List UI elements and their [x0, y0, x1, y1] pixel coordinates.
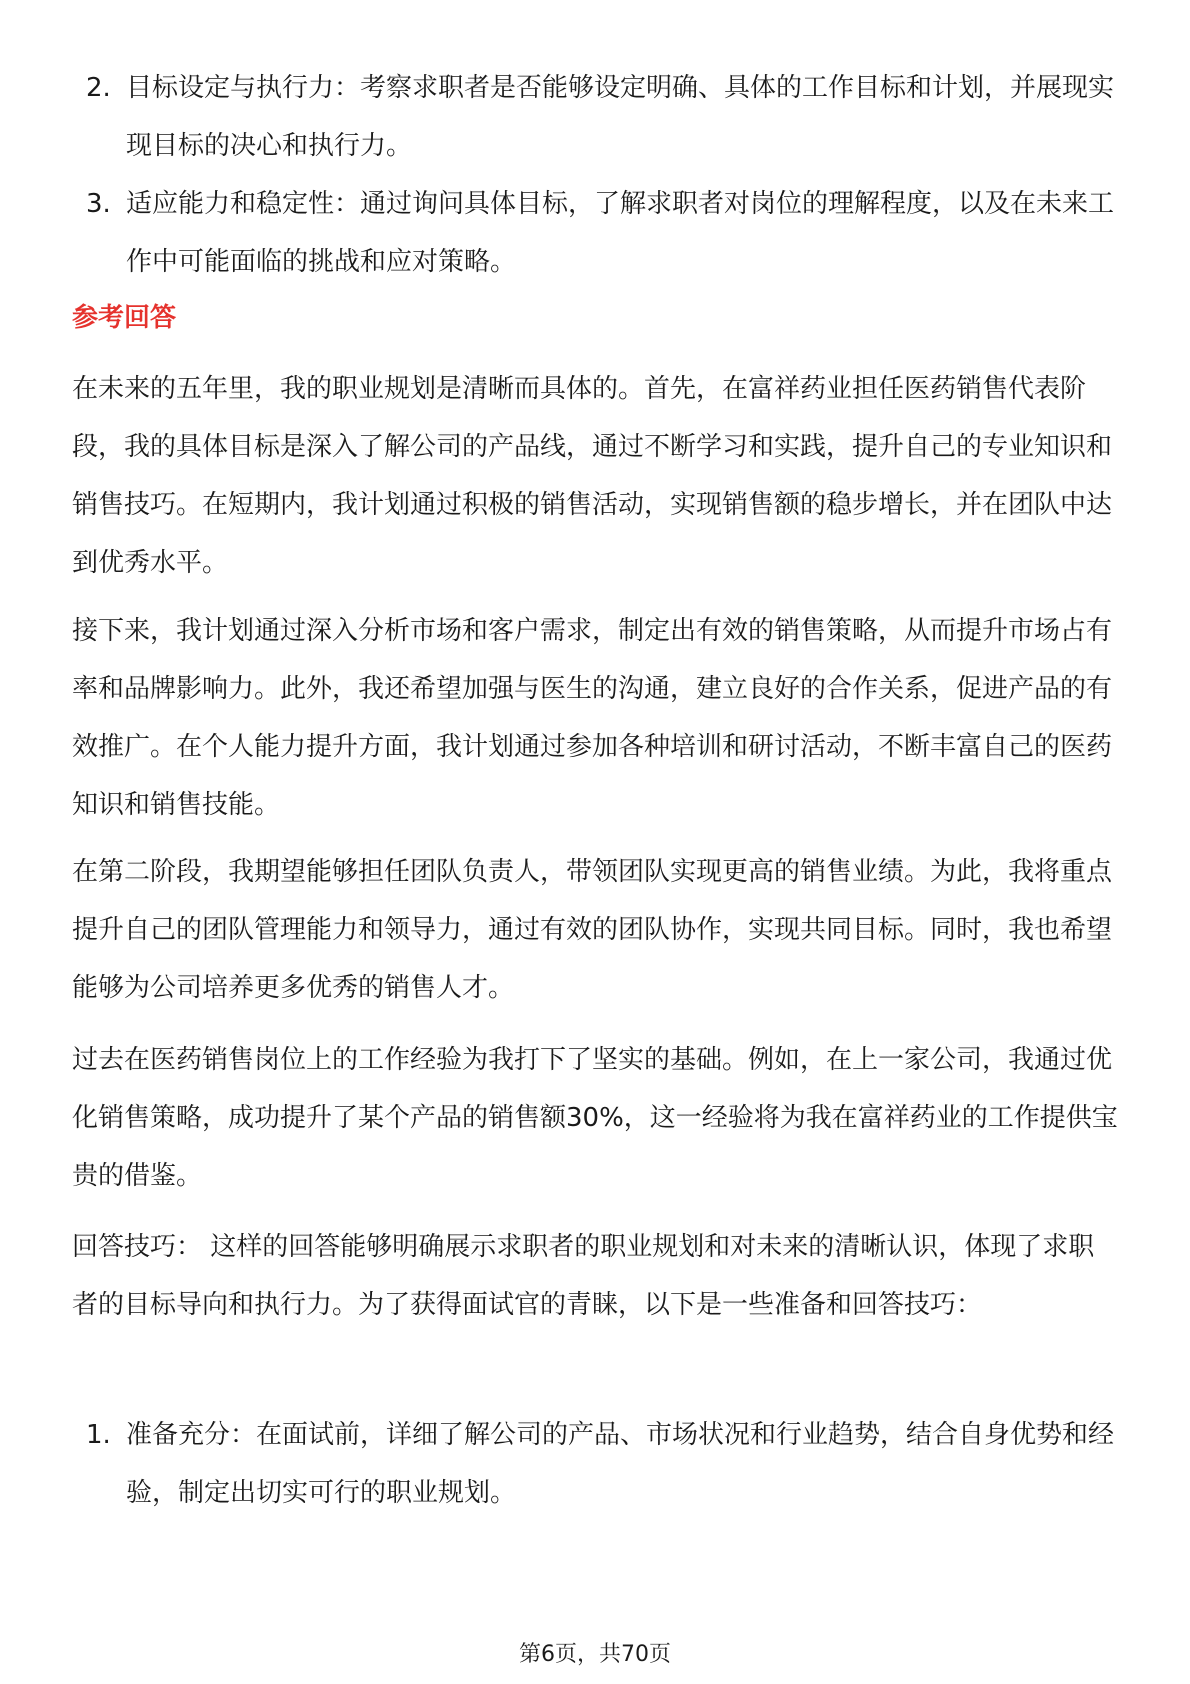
list-item-text: 目标设定与执行力：考察求职者是否能够设定明确、具体的工作目标和计划，并展现实现目标的决心和执行力。 — [126, 73, 1115, 161]
top-list — [72, 59, 1120, 291]
tips-paragraph: 回答技巧： 这样的回答能够明确展示求职者的职业规划和对未来的清晰认识，体现了求职者的目标导向和执行力。为了获得面试官的青睐，以下是一些准备和回答技巧： — [72, 1232, 1095, 1320]
page-footer: 第6页，共70页 — [519, 1642, 671, 1667]
bottom-list — [72, 1406, 1120, 1522]
list-item — [72, 59, 1120, 175]
list-item — [72, 175, 1120, 291]
paragraph: 在第二阶段，我期望能够担任团队负责人，带领团队实现更高的销售业绩。为此，我将重点提升自己的团队管理能力和领导力，通过有效的团队协作，实现共同目标。同时，我也希望能够为公司培养更多优秀的销售人才。 — [72, 857, 1113, 1003]
paragraph: 在未来的五年里，我的职业规划是清晰而具体的。首先，在富祥药业担任医药销售代表阶段，我的具体目标是深入了解公司的产品线，通过不断学习和实践，提升自己的专业知识和销售技巧。在短期内，我计划通过积极的销售活动，实现销售额的稳步增长，并在团队中达到优秀水平。 — [72, 374, 1113, 578]
section-heading: 参考回答 — [72, 303, 177, 333]
list-item-number: 1. — [86, 1420, 111, 1450]
list-item-text: 适应能力和稳定性：通过询问具体目标，了解求职者对岗位的理解程度，以及在未来工作中可能面临的挑战和应对策略。 — [126, 189, 1115, 277]
list-item-text: 准备充分：在面试前，详细了解公司的产品、市场状况和行业趋势，结合自身优势和经验，制定出切实可行的职业规划。 — [126, 1420, 1115, 1508]
list-item — [72, 1406, 1120, 1522]
paragraph: 接下来，我计划通过深入分析市场和客户需求，制定出有效的销售策略，从而提升市场占有率和品牌影响力。此外，我还希望加强与医生的沟通，建立良好的合作关系，促进产品的有效推广。在个人能力提升方面，我计划通过参加各种培训和研讨活动，不断丰富自己的医药知识和销售技能。 — [72, 616, 1113, 820]
list-item-number: 3. — [86, 189, 111, 219]
paragraph: 过去在医药销售岗位上的工作经验为我打下了坚实的基础。例如，在上一家公司，我通过优化销售策略，成功提升了某个产品的销售额30%，这一经验将为我在富祥药业的工作提供宝贵的借鉴。 — [72, 1045, 1118, 1191]
list-item-number: 2. — [86, 73, 111, 103]
